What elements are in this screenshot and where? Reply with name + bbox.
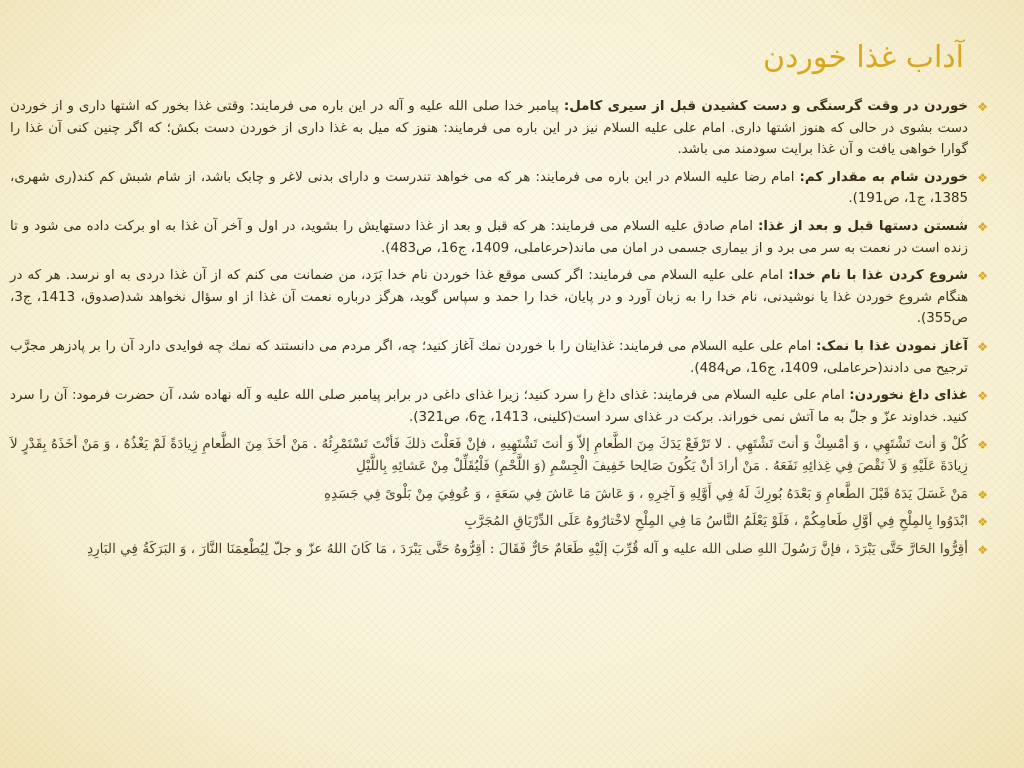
bullet-item-1 (10, 96, 988, 161)
bullet-heading: خوردن در وقت گرسنگی و دست کشیدن قبل از سیری کامل: (563, 99, 969, 114)
bullet-text: امام علی علیه السلام می فرمایند: غذایتان را با خوردن نمك آغاز كنید؛ چه، اگر مردم می دانستند كه نمك چه فوایدی دارد آن را بر پادزهر مجرَّب ترجیح می دادند(حرعاملی، 1409، ج16، ص484). (10, 338, 968, 376)
slide-title: آداب غذا خوردن (762, 40, 964, 75)
bullet-text: پیامبر خدا صلی الله علیه و آله در این باره می فرمایند: وقتی غذا بخور که اشتها داری و از خوردن دست بشوی در حالی که هنوز اشتها داری. امام علی علیه السلام نیز در این باره می فرمایند: هنوز که میل به غذا داری از خوردن دست بکش؛ که اگر چنین کنی آن غذا را گوارا خواهی یافت و آن غذا برایت سودمند می باشد. (10, 99, 968, 158)
bullet-item-2 (10, 167, 988, 210)
bullet-diamond-icon: ❖ (977, 542, 988, 557)
bullet-item-10 (10, 539, 988, 561)
bullet-diamond-icon: ❖ (977, 339, 988, 354)
bullet-text: امام علی علیه السلام می فرمایند: اگر کسی موقع غذا خوردن نام خدا بَرَد، من ضمانت می کنم که از آن غذا دردی به او نرسد. هر که در هنگام شروع خوردن غذا یا نوشیدنی، نام خدا را به زبان آورد و در پایان، خدا را حمد و سپاس گوید، هرگز درباره نعمت آن غذا از او سؤال نخواهد شد(صدوق، 1413، ج3، ص355). (10, 268, 969, 327)
bullet-item-6 (10, 385, 988, 428)
bullet-item-4 (10, 265, 988, 330)
bullet-heading: شستن دستها قبل و بعد از غذا: (757, 218, 968, 234)
bullet-text: أقِرُّوا الحَارَّ حَتَّى يَبْرَدَ ، فإنَّ رَسُولَ اللهِ صلى الله عليه و آله قُرِّبَ إلَيْهِ طَعَامٌ حَارٌّ فَقَالَ : أقِرُّوهُ حَتَّى يَبْرَدَ ، مَا كَانَ اللهُ عزّ و جلّ لِيُطْعِمَنَا النَّارَ ، وَ البَرَكَةُ فِي البَارِدِ (87, 540, 968, 557)
bullet-diamond-icon: ❖ (977, 269, 988, 284)
bullet-diamond-icon: ❖ (977, 170, 988, 185)
bullet-text: ابْدَوُوا بِالمِلْحِ فِي أوَّلِ طَعامِكُمْ ، فَلَوْ يَعْلَمُ النَّاسُ مَا فِي المِلْحِ لاخْتارُوهُ عَلَى الدِّرْيَاقِ المُجَرَّبِ (464, 513, 968, 530)
bullet-item-8 (10, 484, 988, 506)
bullet-text: امام صادق علیه السلام می فرمایند: هر که قبل و بعد از غذا دستهایش را بشوید، در اول و آخر آن غذا به او برکت داده می شود و تا زنده است در نعمت به سر می برد و از بیماری جسمی در امان می ماند(حرعاملی، 1409، ج16، ص483). (10, 218, 968, 256)
bullet-heading: خوردن شام به مقدار کم: (799, 169, 968, 185)
bullet-item-3 (10, 216, 988, 259)
bullet-text: امام رضا علیه السلام در این باره می فرمایند: هر که می خواهد تندرست و دارای بدنی لاغر و چابک باشد، از شام شبش کم کند(ری شهری، 1385، ج1، ص191). (10, 169, 968, 207)
bullet-item-7 (10, 434, 988, 477)
bullet-diamond-icon: ❖ (977, 515, 988, 530)
bullet-diamond-icon: ❖ (977, 100, 988, 114)
bullet-heading: غذای داغ نخوردن: (849, 388, 968, 404)
bullet-item-9 (10, 511, 988, 533)
bullet-heading: آغاز نمودن غذا با نمک: (816, 338, 968, 354)
bullet-diamond-icon: ❖ (977, 389, 988, 404)
bullet-text: امام علی علیه السلام می فرمایند: غذای داغ را سرد کنید؛ زیرا غذای داغی در برابر پیامبر صلی الله علیه و آله نهاده شد، آن حضرت فرمود: آن را سرد کنید. خداوند عزّ و جلّ به ما آتش نمی خوراند. برکت در غذای سرد است(کلینی، 1413، ج6، ص321). (10, 388, 968, 425)
bullet-item-5 (10, 336, 988, 379)
bullet-heading: شروع کردن غذا با نام خدا: (788, 268, 968, 284)
bullet-text: كُلْ وَ أنتَ تَشْتَهِي ، وَ أمْسِكْ وَ أنتَ تَشْتَهِي . لا تَرْفَعْ يَدَكَ مِنَ الطَّعامِ إلاّ وَ أنتَ تَشْتَهِيهِ ، فإنْ فَعَلْتَ ذلكَ فَأنْتَ تَسْتَمْرِئُهُ . مَنْ أخَذَ مِنَ الطَّعامِ زِيادَةً لَمْ يَغْذُهُ ، وَ مَنْ أخَذَهُ بِقَدْرٍ لاَ زِيادَةَ عَلَيْهِ وَ لاَ نَقْصَ فِي غِذائِهِ نَفَعَهُ . مَنْ أرادَ أنْ يَكُونَ صَالِحا خَفِيفَ الْجِسْمِ (وَ اللَّحْمِ) فَلْيُقَلِّلْ مِنْ عَشائِهِ بِاللَّيْلِ (10, 436, 968, 474)
bullet-list (10, 96, 988, 566)
bullet-text: مَنْ غَسَلَ يَدَهُ قَبْلَ الطَّعامِ وَ بَعْدَهُ بُورِكَ لَهُ فِي أَوَّلِهِ وَ آخِرِهِ ، وَ عَاشَ مَا عَاشَ فِي سَعَةٍ ، وَ عُوفِيَ مِنْ بَلْوىً فِي جَسَدِهِ (323, 485, 968, 502)
bullet-diamond-icon: ❖ (977, 487, 988, 502)
bullet-diamond-icon: ❖ (977, 438, 988, 453)
bullet-diamond-icon: ❖ (977, 219, 988, 234)
